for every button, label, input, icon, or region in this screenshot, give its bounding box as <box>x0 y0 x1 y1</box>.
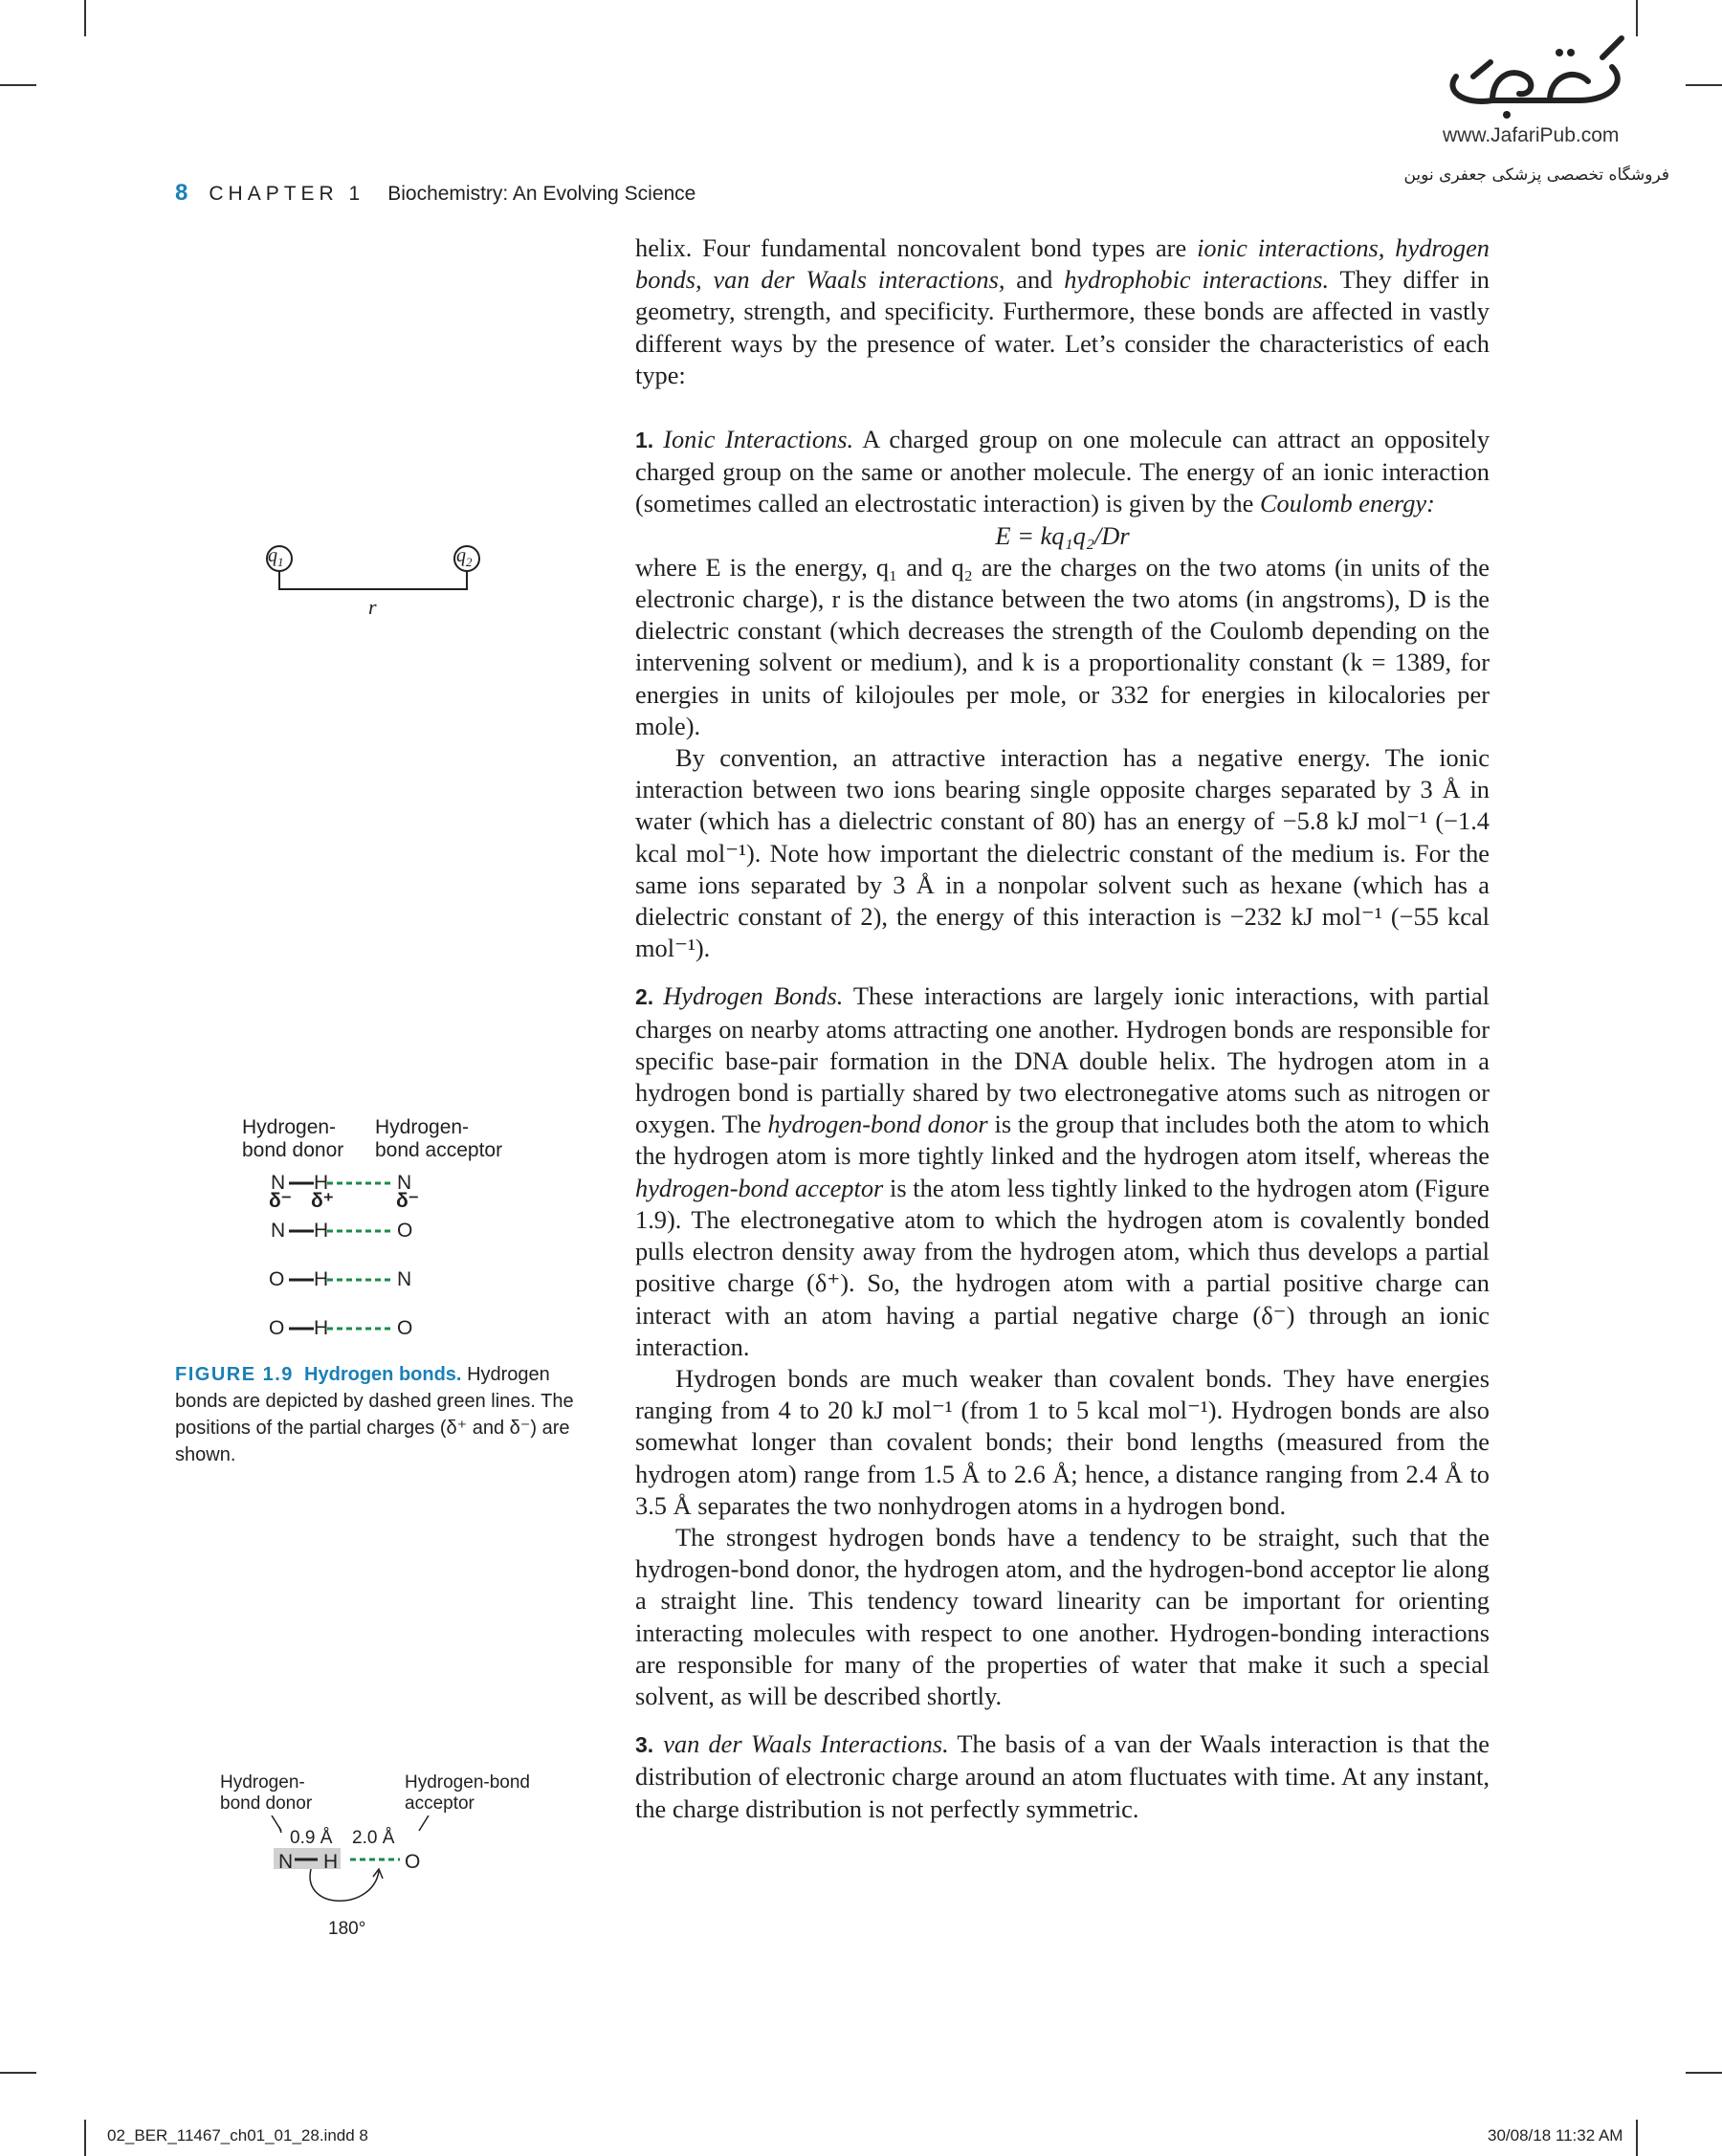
row1-h: H <box>314 1172 329 1194</box>
row4-h: H <box>314 1317 329 1339</box>
where-paragraph: where E is the energy, q₁ and q₂ are the charges on the two atoms (in units of the electronic charge), r is the distance between the two atoms (in angstroms), D is the dielectric constant (which decreases the strength of the Coulomb depending on the intervening solvent or medium), and k is a proportionality constant (k = 1389, for energies in units of kilojoules per mole, or 332 for energies in kilocalories per mole). <box>635 552 1490 740</box>
row3-donor: O <box>269 1268 285 1290</box>
figure-text: Hydrogen bonds are depicted by dashed green lines. The positions of the partial charges (δ⁺ and δ⁻) are shown. <box>175 1364 574 1465</box>
crop-mark-bottom-left-v <box>84 2120 86 2156</box>
row2-acceptor: O <box>397 1220 413 1242</box>
figure-caption <box>175 1361 577 1468</box>
crop-mark-bottom-right-h <box>1686 2072 1722 2074</box>
section-hydrogen: 2. Hydrogen Bonds. These interactions are largely ionic interactions, with partial charges on nearby atoms attracting one another. Hydrogen bonds are responsible for specific base-pair formation in the DNA double helix. The hydrogen atom in a hydrogen bond is partially shared by two electronegative atoms such as nitrogen or oxygen. The hydrogen-bond donor is the group that includes both the atom to which the hydrogen atom is more tightly linked and the hydrogen atom itself, whereas the hydrogen-bond acceptor is the atom less tightly linked to the hydrogen atom (Figure 1.9). The electronegative atom to which the hydrogen atom is covalently bonded pulls electron density away from the hydrogen atom, which thus develops a partial positive charge (δ⁺). So, the hydrogen atom with a partial positive charge can interact with an atom having a partial negative charge (δ⁻) through an ionic interaction. <box>635 981 1490 1361</box>
geom-donor-label: Hydrogen- bond donor <box>220 1772 313 1814</box>
geom-d1: 0.9 Å <box>290 1828 333 1848</box>
crop-mark-top-left-h <box>0 84 36 86</box>
book-title: Biochemistry: An Evolving Science <box>387 183 696 205</box>
geom-acceptor-label: Hydrogen-bond acceptor <box>405 1772 530 1814</box>
section-vdw: 3. van der Waals Interactions. The basis of a van der Waals interaction is that the distribution of electronic charge around an atom fluctuates with time. At any instant, the charge distribution is not perfectly symmetric. <box>635 1729 1490 1823</box>
crop-mark-bottom-left-h <box>0 2072 36 2074</box>
geom-angle: 180° <box>328 1919 366 1939</box>
geom-d2: 2.0 Å <box>352 1828 395 1848</box>
weaker-paragraph: Hydrogen bonds are much weaker than covalent bonds. They have energies ranging from 4 to 20 kJ mol⁻¹ (from 1 to 5 kcal mol⁻¹). Hydrogen bonds are also somewhat longer than covalent bonds; their bond lengths (measured from the hydrogen atom) range from 1.5 Å to 2.6 Å; hence, a distance ranging from 2.4 Å to 3.5 Å separates the two nonhydrogen atoms in a hydrogen bond. <box>635 1363 1490 1520</box>
geom-o: O <box>405 1851 421 1873</box>
donor-heading: Hydrogen- bond donor <box>242 1116 344 1161</box>
geom-h: H <box>323 1851 339 1873</box>
crop-mark-top-right-h <box>1686 84 1722 86</box>
publisher-logo <box>1435 24 1645 124</box>
q1-label: $q_1$ <box>268 545 284 569</box>
q2-label: $q_2$ <box>456 545 473 569</box>
geom-n: N <box>278 1851 294 1873</box>
row1-acceptor: N <box>397 1172 412 1194</box>
footer-file: 02_BER_11467_ch01_01_28.indd 8 <box>107 2126 368 2145</box>
intro-paragraph: helix. Four fundamental noncovalent bond types are ionic interactions, hydrogen bonds, van der Waals interactions, and hydrophobic interactions. They differ in geometry, strength, and specificity. Furthermore, these bonds are affected in vastly different ways by the presence of water. Let’s consider the characteristics of each type: <box>635 233 1490 389</box>
section-ionic: 1. Ionic Interactions. A charged group on one molecule can attract an oppositely charged group on the same or another molecule. The energy of an ionic interaction (sometimes called an electrostatic interaction) is given by the Coulomb energy: <box>635 425 1490 518</box>
publisher-url[interactable]: www.JafariPub.com <box>1443 124 1620 146</box>
row3-acceptor: N <box>397 1268 412 1290</box>
row4-acceptor: O <box>397 1317 413 1339</box>
row4-donor: O <box>269 1317 285 1339</box>
crop-mark-bottom-right-v <box>1636 2120 1638 2156</box>
coulomb-equation: E = kq₁q₂/Dr <box>995 520 1130 550</box>
main-text <box>635 232 1490 1825</box>
chapter-label: CHAPTER 1 <box>209 183 365 205</box>
row2-donor: N <box>271 1220 286 1242</box>
figure-title: Hydrogen bonds. <box>304 1364 462 1385</box>
row3-h: H <box>314 1268 329 1290</box>
row1-donor: N <box>271 1172 286 1194</box>
r-label: r <box>368 595 377 619</box>
strongest-paragraph: The strongest hydrogen bonds have a tendency to be straight, such that the hydrogen-bond donor, the hydrogen atom, and the hydrogen-bond acceptor lie along a straight line. This tendency toward linearity can be important for orienting interacting molecules with respect to one another. Hydrogen-bonding interactions are responsible for many of the properties of water that make it such a special solvent, as will be described shortly. <box>635 1522 1490 1710</box>
page-number: 8 <box>175 180 188 206</box>
footer-date: 30/08/18 11:32 AM <box>1488 2126 1623 2145</box>
acceptor-heading: Hydrogen- bond acceptor <box>375 1116 503 1161</box>
figure-label: FIGURE 1.9 <box>175 1364 294 1385</box>
delta-plus: δ⁺ <box>311 1190 334 1212</box>
crop-mark-top-left-v <box>84 0 86 36</box>
publisher-shop-text: فروشگاه تخصصی پزشکی جعفری نوین <box>1403 165 1669 185</box>
running-head <box>175 180 695 207</box>
convention-paragraph: By convention, an attractive interaction has a negative energy. The ionic interaction between two ions bearing single opposite charges separated by 3 Å in water (which has a dielectric constant of 80) has an energy of −5.8 kJ mol⁻¹ (−1.4 kcal mol⁻¹). Note how important the dielectric constant of the medium is. For the same ions separated by 3 Å in a nonpolar solvent such as hexane (which has a dielectric constant of 2), the energy of this interaction is −232 kJ mol⁻¹ (−55 kcal mol⁻¹). <box>635 743 1490 963</box>
delta-minus-acceptor: δ⁻ <box>396 1190 419 1212</box>
row2-h: H <box>314 1220 329 1242</box>
delta-minus-donor: δ⁻ <box>269 1190 292 1212</box>
